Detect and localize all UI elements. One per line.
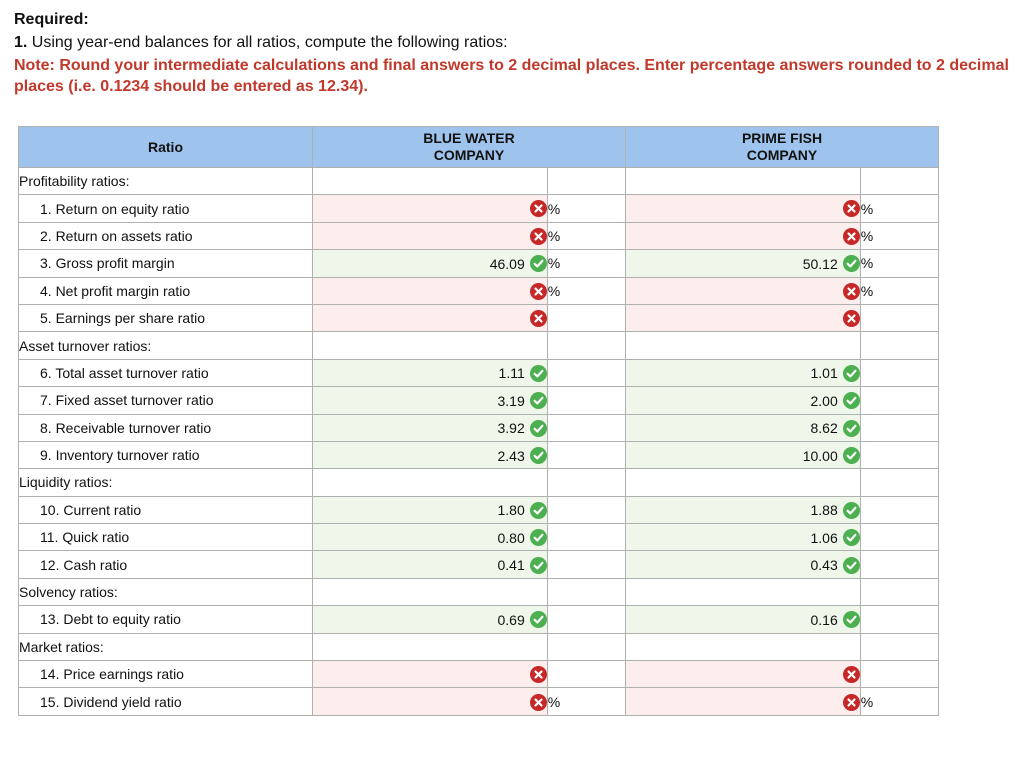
unit-cell xyxy=(547,441,625,468)
check-circle-icon xyxy=(530,447,547,464)
table-row xyxy=(19,414,939,441)
x-circle-icon xyxy=(843,228,860,245)
unit-cell xyxy=(860,277,938,304)
unit-label: % xyxy=(547,693,561,710)
check-circle-icon xyxy=(843,447,860,464)
unit-label: % xyxy=(547,227,561,244)
required-heading: Required: xyxy=(14,11,89,28)
table-row xyxy=(19,551,939,578)
instructions xyxy=(14,10,1014,97)
unit-cell xyxy=(860,222,938,249)
blue-water-answer-input[interactable] xyxy=(313,359,548,386)
check-circle-icon xyxy=(530,557,547,574)
unit-label: % xyxy=(860,227,874,244)
check-circle-icon xyxy=(530,502,547,519)
blue-water-answer-input[interactable] xyxy=(313,414,548,441)
ratio-label: 13. Debt to equity ratio xyxy=(19,606,313,633)
unit-label: % xyxy=(860,693,874,710)
prime-fish-answer-input[interactable] xyxy=(626,304,861,331)
check-circle-icon xyxy=(530,255,547,272)
blue-water-answer-input[interactable] xyxy=(313,688,548,715)
check-circle-icon xyxy=(843,502,860,519)
blue-water-answer-input[interactable] xyxy=(313,222,548,249)
check-circle-icon xyxy=(843,255,860,272)
prime-fish-answer-input[interactable] xyxy=(626,387,861,414)
section-label: Liquidity ratios: xyxy=(19,469,313,496)
x-circle-icon xyxy=(843,694,860,711)
prime-fish-cell xyxy=(626,633,861,660)
question-number: 1. xyxy=(14,34,28,51)
ratio-label: 3. Gross profit margin xyxy=(19,250,313,277)
ratio-label: 2. Return on assets ratio xyxy=(19,222,313,249)
check-circle-icon xyxy=(843,365,860,382)
table-row xyxy=(19,688,939,715)
unit-cell xyxy=(547,688,625,715)
blue-water-answer-input[interactable] xyxy=(313,441,548,468)
ratio-label: 6. Total asset turnover ratio xyxy=(19,359,313,386)
check-circle-icon xyxy=(530,529,547,546)
unit-cell xyxy=(860,387,938,414)
table-row xyxy=(19,661,939,688)
check-circle-icon xyxy=(843,557,860,574)
unit-label: % xyxy=(860,255,874,272)
unit-cell xyxy=(860,661,938,688)
blue-water-answer-input[interactable] xyxy=(313,387,548,414)
table-row xyxy=(19,222,939,249)
section-row xyxy=(19,633,939,660)
header-ratio: Ratio xyxy=(19,127,313,168)
table-row xyxy=(19,524,939,551)
header-blue-water xyxy=(313,127,626,168)
unit-label: % xyxy=(860,200,874,217)
prime-fish-answer-input[interactable] xyxy=(626,688,861,715)
check-circle-icon xyxy=(530,365,547,382)
rounding-note: Note: Round your intermediate calculations and final answers to 2 decimal places. Enter percentage answers rounded to 2 decimal places (i.e. 0.1234 should be entered as 12.34). xyxy=(14,57,1009,95)
section-row xyxy=(19,469,939,496)
unit-label: % xyxy=(860,282,874,299)
unit-cell xyxy=(547,250,625,277)
table-row xyxy=(19,304,939,331)
prime-fish-answer-input[interactable] xyxy=(626,277,861,304)
unit-cell xyxy=(547,524,625,551)
prime-fish-answer-input[interactable] xyxy=(626,661,861,688)
blue-water-answer-input[interactable] xyxy=(313,250,548,277)
ratio-label: 8. Receivable turnover ratio xyxy=(19,414,313,441)
answer-value: 1.06 xyxy=(810,529,838,546)
answer-value: 3.19 xyxy=(497,392,525,409)
prime-fish-answer-input[interactable] xyxy=(626,551,861,578)
ratio-label: 1. Return on equity ratio xyxy=(19,195,313,222)
table-row xyxy=(19,359,939,386)
section-row xyxy=(19,168,939,195)
unit-cell xyxy=(547,304,625,331)
blue-water-cell xyxy=(313,168,548,195)
table-row xyxy=(19,195,939,222)
unit-cell xyxy=(547,414,625,441)
prime-fish-answer-input[interactable] xyxy=(626,195,861,222)
ratio-table xyxy=(18,126,939,716)
unit-cell xyxy=(547,277,625,304)
ratio-label: 14. Price earnings ratio xyxy=(19,661,313,688)
unit-cell xyxy=(547,578,625,605)
blue-water-answer-input[interactable] xyxy=(313,551,548,578)
question-text: Using year-end balances for all ratios, compute the following ratios: xyxy=(27,34,508,51)
answer-value: 0.43 xyxy=(810,557,838,574)
x-circle-icon xyxy=(843,666,860,683)
section-label: Solvency ratios: xyxy=(19,578,313,605)
table-header-row xyxy=(19,127,939,168)
blue-water-answer-input[interactable] xyxy=(313,304,548,331)
check-circle-icon xyxy=(530,420,547,437)
prime-fish-answer-input[interactable] xyxy=(626,250,861,277)
answer-value: 8.62 xyxy=(810,420,838,437)
answer-value: 0.69 xyxy=(497,611,525,628)
blue-water-answer-input[interactable] xyxy=(313,496,548,523)
answer-value: 50.12 xyxy=(802,255,838,272)
unit-cell xyxy=(860,195,938,222)
section-row xyxy=(19,578,939,605)
blue-water-answer-input[interactable] xyxy=(313,524,548,551)
unit-cell xyxy=(547,469,625,496)
header-prime-fish xyxy=(626,127,939,168)
prime-fish-cell xyxy=(626,332,861,359)
unit-cell xyxy=(860,496,938,523)
ratio-label: 12. Cash ratio xyxy=(19,551,313,578)
prime-fish-cell xyxy=(626,578,861,605)
answer-value: 0.16 xyxy=(810,611,838,628)
unit-cell xyxy=(860,250,938,277)
answer-value: 0.80 xyxy=(497,529,525,546)
unit-cell xyxy=(547,496,625,523)
check-circle-icon xyxy=(843,392,860,409)
x-circle-icon xyxy=(530,200,547,217)
ratio-label: 10. Current ratio xyxy=(19,496,313,523)
prime-fish-answer-input[interactable] xyxy=(626,359,861,386)
prime-fish-answer-input[interactable] xyxy=(626,222,861,249)
unit-cell xyxy=(860,332,938,359)
blue-water-cell xyxy=(313,578,548,605)
question-line xyxy=(14,33,1014,53)
unit-cell xyxy=(860,359,938,386)
table-row xyxy=(19,441,939,468)
answer-value: 10.00 xyxy=(802,447,838,464)
unit-cell xyxy=(860,633,938,660)
unit-cell xyxy=(547,359,625,386)
ratio-label: 7. Fixed asset turnover ratio xyxy=(19,387,313,414)
x-circle-icon xyxy=(530,310,547,327)
x-circle-icon xyxy=(843,200,860,217)
unit-cell xyxy=(547,661,625,688)
blue-water-cell xyxy=(313,332,548,359)
answer-value: 0.41 xyxy=(497,557,525,574)
x-circle-icon xyxy=(843,283,860,300)
prime-fish-answer-input[interactable] xyxy=(626,606,861,633)
check-circle-icon xyxy=(843,420,860,437)
unit-label: % xyxy=(547,282,561,299)
prime-fish-cell xyxy=(626,168,861,195)
blue-water-cell xyxy=(313,469,548,496)
prime-fish-cell xyxy=(626,469,861,496)
answer-value: 1.88 xyxy=(810,502,838,519)
table-row xyxy=(19,250,939,277)
unit-cell xyxy=(860,441,938,468)
section-label: Profitability ratios: xyxy=(19,168,313,195)
blue-water-answer-input[interactable] xyxy=(313,661,548,688)
section-row xyxy=(19,332,939,359)
x-circle-icon xyxy=(530,228,547,245)
ratio-label: 9. Inventory turnover ratio xyxy=(19,441,313,468)
ratio-label: 4. Net profit margin ratio xyxy=(19,277,313,304)
unit-cell xyxy=(547,332,625,359)
unit-cell xyxy=(547,195,625,222)
prime-fish-answer-input[interactable] xyxy=(626,441,861,468)
x-circle-icon xyxy=(843,310,860,327)
check-circle-icon xyxy=(843,611,860,628)
blue-water-answer-input[interactable] xyxy=(313,606,548,633)
header-prime-fish-label: PRIME FISH COMPANY xyxy=(741,130,823,163)
ratio-table-body xyxy=(19,168,939,716)
blue-water-answer-input[interactable] xyxy=(313,277,548,304)
unit-cell xyxy=(547,168,625,195)
unit-cell xyxy=(860,606,938,633)
table-row xyxy=(19,277,939,304)
answer-value: 2.00 xyxy=(810,392,838,409)
x-circle-icon xyxy=(530,666,547,683)
answer-value: 1.80 xyxy=(497,502,525,519)
prime-fish-answer-input[interactable] xyxy=(626,496,861,523)
unit-label: % xyxy=(547,200,561,217)
unit-cell xyxy=(860,524,938,551)
unit-cell xyxy=(860,304,938,331)
blue-water-cell xyxy=(313,633,548,660)
unit-cell xyxy=(547,222,625,249)
prime-fish-answer-input[interactable] xyxy=(626,414,861,441)
unit-cell xyxy=(547,551,625,578)
unit-cell xyxy=(860,551,938,578)
unit-cell xyxy=(547,387,625,414)
x-circle-icon xyxy=(530,694,547,711)
check-circle-icon xyxy=(843,529,860,546)
ratio-label: 5. Earnings per share ratio xyxy=(19,304,313,331)
unit-cell xyxy=(860,688,938,715)
blue-water-answer-input[interactable] xyxy=(313,195,548,222)
x-circle-icon xyxy=(530,283,547,300)
unit-cell xyxy=(860,414,938,441)
answer-value: 46.09 xyxy=(489,255,525,272)
unit-label: % xyxy=(547,255,561,272)
unit-cell xyxy=(547,606,625,633)
header-blue-water-label: BLUE WATER COMPANY xyxy=(423,130,515,163)
unit-cell xyxy=(860,578,938,605)
answer-value: 1.11 xyxy=(498,365,525,382)
section-label: Asset turnover ratios: xyxy=(19,332,313,359)
unit-cell xyxy=(860,168,938,195)
ratio-label: 11. Quick ratio xyxy=(19,524,313,551)
answer-value: 3.92 xyxy=(497,420,525,437)
table-row xyxy=(19,496,939,523)
unit-cell xyxy=(547,633,625,660)
table-row xyxy=(19,606,939,633)
check-circle-icon xyxy=(530,611,547,628)
table-row xyxy=(19,387,939,414)
unit-cell xyxy=(860,469,938,496)
answer-value: 2.43 xyxy=(497,447,525,464)
ratio-label: 15. Dividend yield ratio xyxy=(19,688,313,715)
prime-fish-answer-input[interactable] xyxy=(626,524,861,551)
section-label: Market ratios: xyxy=(19,633,313,660)
check-circle-icon xyxy=(530,392,547,409)
answer-value: 1.01 xyxy=(810,365,838,382)
